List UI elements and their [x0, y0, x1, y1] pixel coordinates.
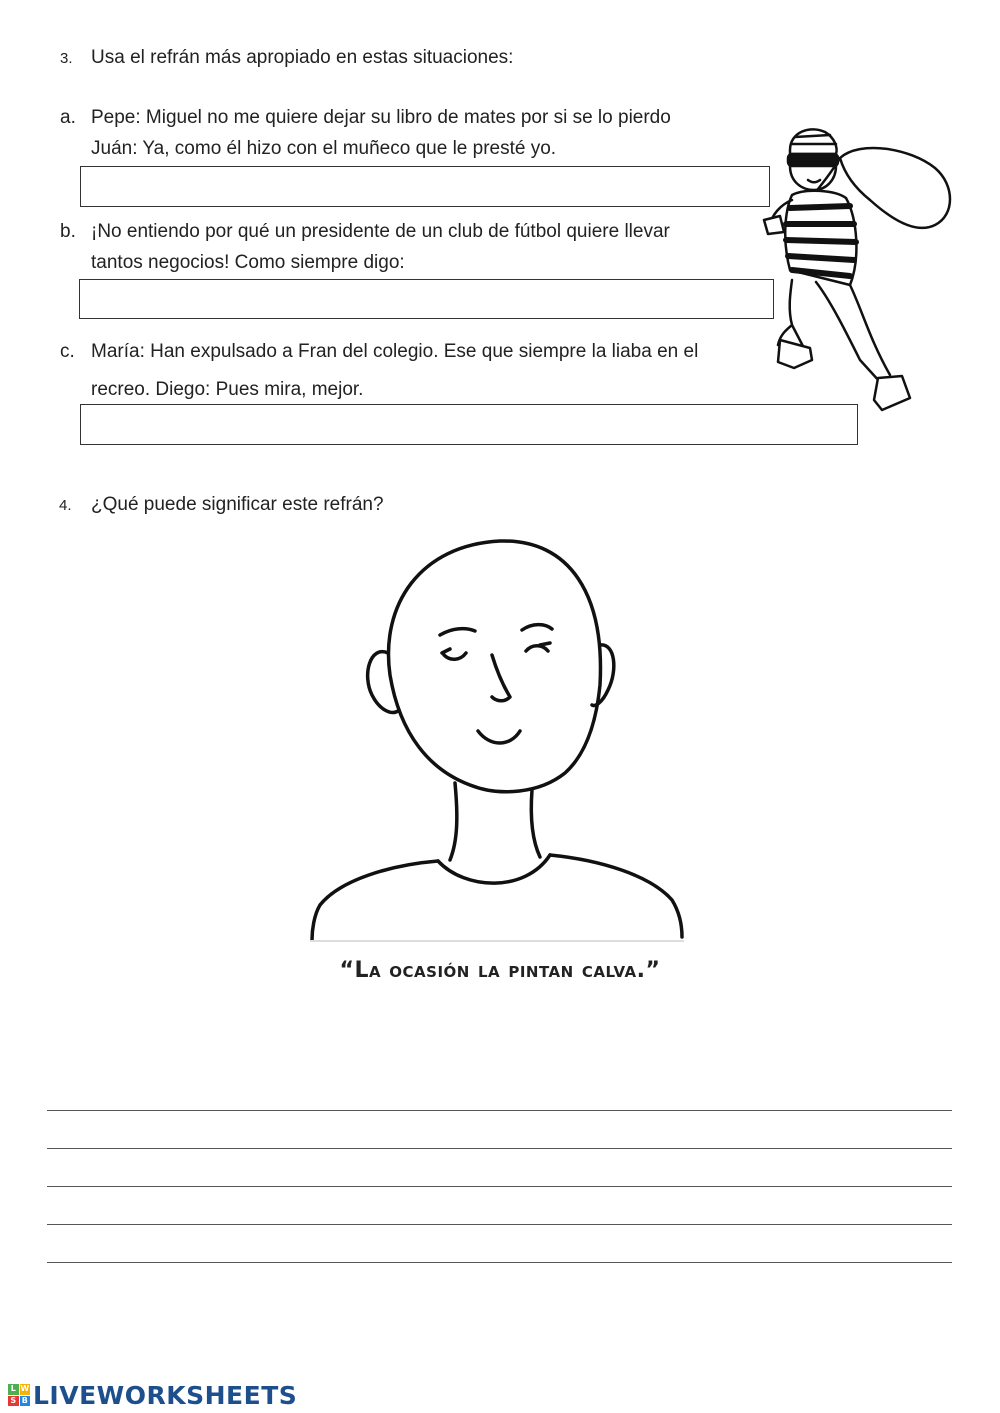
answer-line-4[interactable]: [47, 1224, 952, 1225]
answer-line-3[interactable]: [47, 1186, 952, 1187]
item-c-letter: c.: [60, 341, 75, 362]
answer-line-2[interactable]: [47, 1148, 952, 1149]
bald-man-illustration-icon: [300, 535, 700, 947]
question-4-title: ¿Qué puede significar este refrán?: [91, 494, 384, 515]
answer-box-b[interactable]: [79, 279, 774, 319]
item-a-letter: a.: [60, 107, 76, 128]
question-4-number: 4.: [59, 497, 72, 514]
item-a-line1: Pepe: Miguel no me quiere dejar su libro de mates por si se lo pierdo: [91, 107, 671, 128]
answer-line-5[interactable]: [47, 1262, 952, 1263]
liveworksheets-text: LIVEWORKSHEETS: [33, 1380, 298, 1410]
thief-illustration-icon: [750, 120, 960, 420]
item-b-line1: ¡No entiendo por qué un presidente de un club de fútbol quiere llevar: [91, 221, 670, 242]
item-c-line2: recreo. Diego: Pues mira, mejor.: [91, 379, 364, 400]
question-3-number: 3.: [60, 50, 73, 67]
item-b-letter: b.: [60, 221, 76, 242]
proverb-quote: “La ocasión la pintan calva.”: [339, 958, 661, 983]
liveworksheets-mark-icon: L W S B: [8, 1384, 30, 1406]
item-c-line1: María: Han expulsado a Fran del colegio. Ese que siempre la liaba en el: [91, 341, 699, 362]
answer-line-1[interactable]: [47, 1110, 952, 1111]
item-b-line2: tantos negocios! Como siempre digo:: [91, 252, 405, 273]
answer-box-c[interactable]: [80, 404, 858, 445]
answer-box-a[interactable]: [80, 166, 770, 207]
item-a-line2: Juán: Ya, como él hizo con el muñeco que le presté yo.: [91, 138, 557, 159]
question-3-title: Usa el refrán más apropiado en estas situaciones:: [91, 47, 514, 68]
liveworksheets-logo: [8, 1380, 297, 1410]
